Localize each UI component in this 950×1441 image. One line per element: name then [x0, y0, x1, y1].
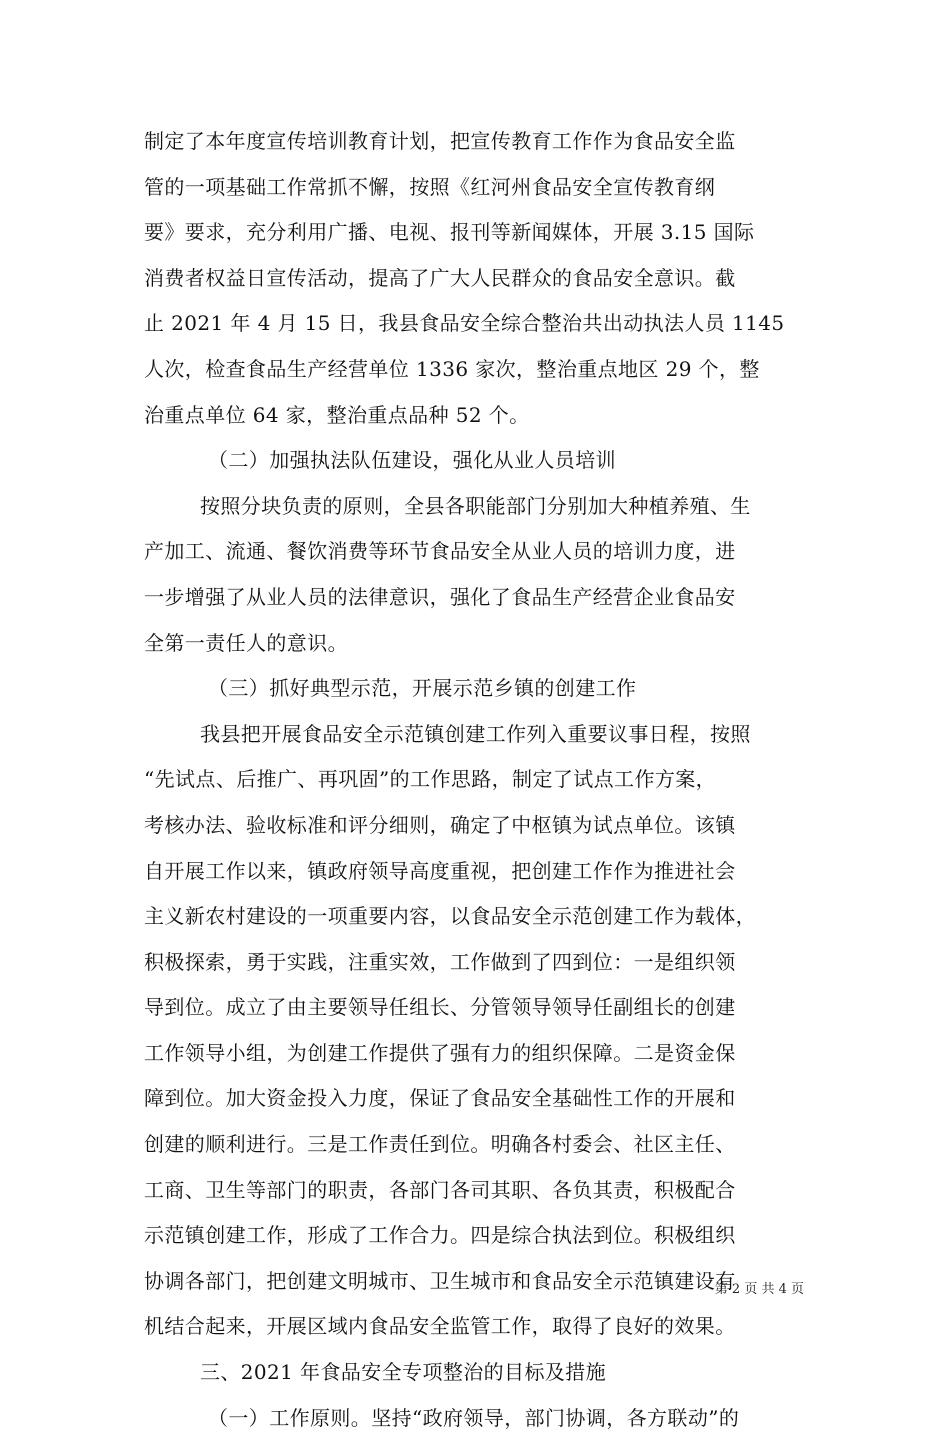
paragraph-line: 协调各部门，把创建文明城市、卫生城市和食品安全示范镇建设有 [144, 1268, 736, 1293]
body-text [144, 119, 834, 1441]
paragraph-line: 考核办法、验收标准和评分细则，确定了中枢镇为试点单位。该镇 [144, 812, 736, 837]
paragraph-line: 障到位。加大资金投入力度，保证了食品安全基础性工作的开展和 [144, 1086, 736, 1111]
paragraph-line: 导到位。成立了由主要领导任组长、分管领导领导任副组长的创建 [144, 995, 736, 1020]
paragraph-line: 要》要求，充分利用广播、电视、报刊等新闻媒体，开展 3.15 国际 [144, 220, 755, 245]
paragraph-line: 机结合起来，开展区域内食品安全监管工作，取得了良好的效果。 [144, 1314, 736, 1339]
paragraph-line: 工商、卫生等部门的职责，各部门各司其职、各负其责，积极配合 [144, 1177, 736, 1202]
paragraph-line: 产加工、流通、餐饮消费等环节食品安全从业人员的培训力度，进 [144, 539, 736, 564]
section-heading: （三）抓好典型示范，开展示范乡镇的创建工作 [208, 676, 637, 701]
paragraph-line: 创建的顺利进行。三是工作责任到位。明确各村委会、社区主任、 [144, 1132, 736, 1157]
section-heading: 三、2021 年食品安全专项整治的目标及措施 [200, 1360, 607, 1385]
paragraph-line: 按照分块负责的原则，全县各职能部门分别加大种植养殖、生 [200, 493, 751, 518]
paragraph-line: 工作领导小组，为创建工作提供了强有力的组织保障。二是资金保 [144, 1040, 736, 1065]
paragraph-line: 自开展工作以来，镇政府领导高度重视，把创建工作作为推进社会 [144, 858, 736, 883]
paragraph-line: 人次，检查食品生产经营单位 1336 家次，整治重点地区 29 个，整 [144, 356, 760, 381]
paragraph-line: 止 2021 年 4 月 15 日，我县食品安全综合整治共出动执法人员 1145 [144, 311, 785, 336]
paragraph-line: 全第一责任人的意识。 [144, 630, 348, 655]
paragraph-line: （一）工作原则。坚持“政府领导，部门协调，各方联动”的 [208, 1405, 740, 1430]
paragraph-line: 管的一项基础工作常抓不懈，按照《红河州食品安全宣传教育纲 [144, 174, 716, 199]
paragraph-line: 一步增强了从业人员的法律意识，强化了食品生产经营企业食品安 [144, 584, 736, 609]
page-number: 第 2 页 共 4 页 [714, 1282, 804, 1297]
paragraph-line: 我县把开展食品安全示范镇创建工作列入重要议事日程，按照 [200, 721, 751, 746]
paragraph-line: 示范镇创建工作，形成了工作合力。四是综合执法到位。积极组织 [144, 1223, 736, 1248]
paragraph-line: 积极探索，勇于实践，注重实效，工作做到了四到位：一是组织领 [144, 949, 736, 974]
paragraph-line: “先试点、后推广、再巩固”的工作思路，制定了试点工作方案， [144, 767, 717, 792]
paragraph-line: 治重点单位 64 家，整治重点品种 52 个。 [144, 402, 530, 427]
paragraph-line: 消费者权益日宣传活动，提高了广大人民群众的食品安全意识。截 [144, 265, 736, 290]
section-heading: （二）加强执法队伍建设，强化从业人员培训 [208, 448, 616, 473]
paragraph-line: 主义新农村建设的一项重要内容，以食品安全示范创建工作为载体， [144, 904, 756, 929]
paragraph-line: 制定了本年度宣传培训教育计划，把宣传教育工作作为食品安全监 [144, 129, 736, 153]
